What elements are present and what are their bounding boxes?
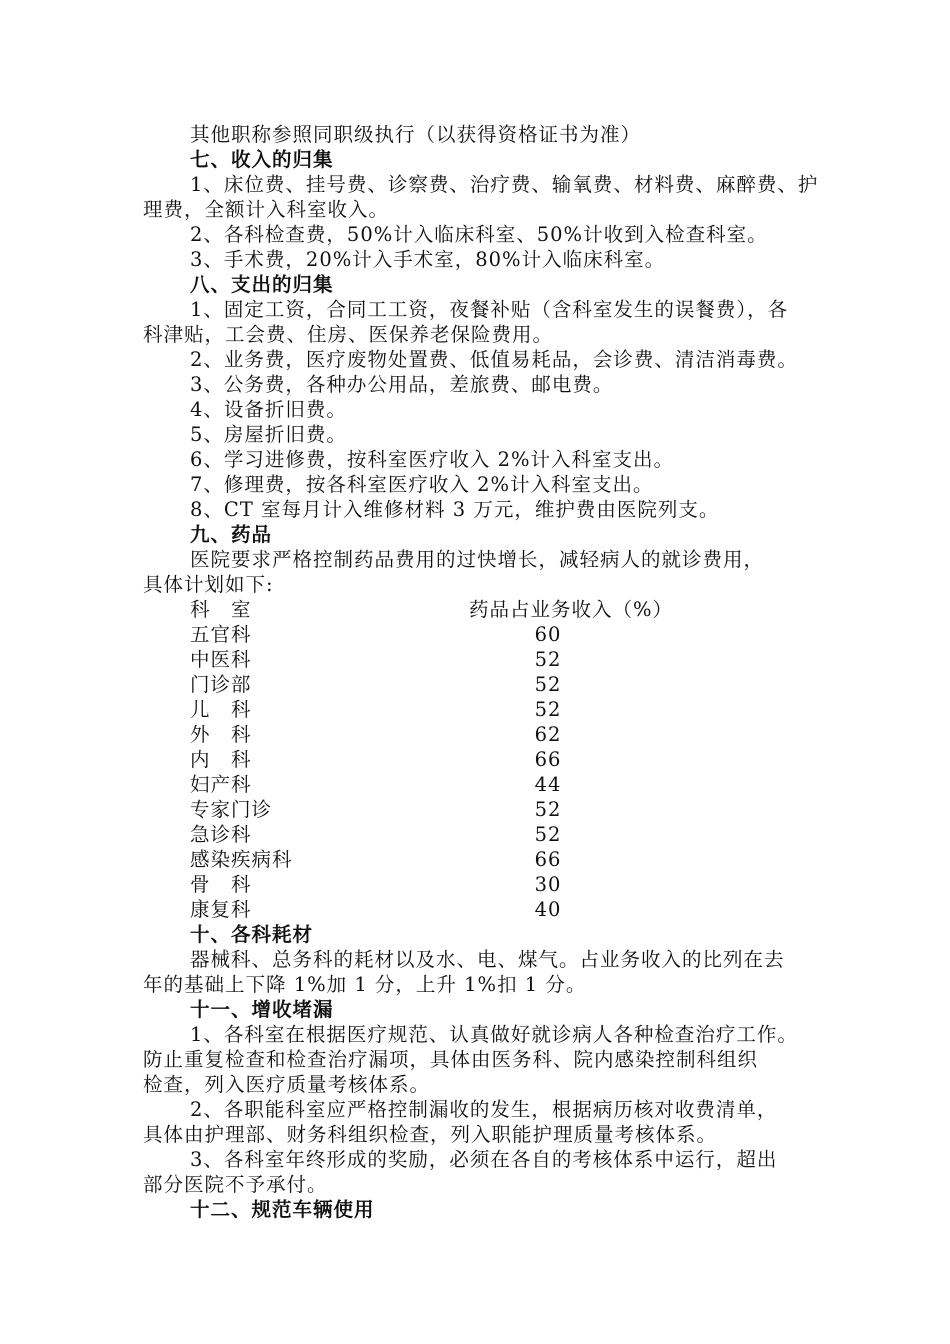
paragraph-line: 3、各科室年终形成的奖励，必须在各自的考核体系中运行，超出	[190, 1148, 778, 1171]
paragraph-line: 检查，列入医疗质量考核体系。	[143, 1073, 431, 1096]
dept-name: 五官科	[190, 623, 252, 646]
table-row	[143, 722, 813, 747]
paragraph-line: 1、固定工资，合同工工资，夜餐补贴（含科室发生的误餐费），各	[190, 298, 789, 321]
section-heading: 十、各科耗材	[190, 923, 314, 946]
dept-name: 儿 科	[190, 698, 252, 721]
paragraph-line: 具体计划如下:	[143, 573, 274, 596]
section-heading: 九、药品	[190, 523, 273, 546]
paragraph-line: 6、学习进修费，按科室医疗收入 2%计入科室支出。	[190, 448, 675, 471]
table-row	[143, 647, 813, 672]
paragraph-line: 7、修理费，按各科室医疗收入 2%计入科室支出。	[190, 473, 654, 496]
table-row	[143, 772, 813, 797]
table-row	[143, 797, 813, 822]
drug-ratio-value: 52	[534, 823, 562, 846]
dept-name: 内 科	[190, 748, 252, 771]
drug-table-body	[143, 622, 813, 922]
paragraph-line: 2、业务费，医疗废物处置费、低值易耗品，会诊费、清洁消毒费。	[190, 348, 798, 371]
dept-name: 骨 科	[190, 873, 252, 896]
dept-name: 中医科	[190, 648, 252, 671]
table-row	[143, 697, 813, 722]
drug-ratio-value: 60	[534, 623, 562, 646]
drug-ratio-value: 52	[534, 798, 562, 821]
paragraph-line: 部分医院不予承付。	[143, 1173, 328, 1196]
paragraph-line: 科津贴，工会费、住房、医保养老保险费用。	[143, 323, 554, 346]
dept-name: 专家门诊	[190, 798, 273, 821]
paragraph-line: 理费，全额计入科室收入。	[143, 198, 390, 221]
table-row	[143, 747, 813, 772]
drug-ratio-value: 52	[534, 673, 562, 696]
dept-name: 康复科	[190, 898, 252, 921]
drug-ratio-value: 44	[534, 773, 562, 796]
paragraph-line: 3、公务费，各种办公用品，差旅费、邮电费。	[190, 373, 614, 396]
text-block-bottom	[143, 922, 813, 1222]
paragraph-line: 医院要求严格控制药品费用的过快增长，减轻病人的就诊费用，	[190, 548, 765, 571]
section-heading: 八、支出的归集	[190, 273, 334, 296]
drug-ratio-value: 66	[534, 848, 562, 871]
paragraph-line: 2、各职能科室应严格控制漏收的发生，根据病历核对收费清单，	[190, 1098, 778, 1121]
paragraph-line: 1、床位费、挂号费、诊察费、治疗费、输氧费、材料费、麻醉费、护	[190, 173, 819, 196]
dept-name: 门诊部	[190, 673, 252, 696]
drug-ratio-value: 62	[534, 723, 562, 746]
dept-name: 急诊科	[190, 823, 252, 846]
table-row	[143, 897, 813, 922]
table-row	[143, 672, 813, 697]
drug-ratio-value: 66	[534, 748, 562, 771]
table-row	[143, 822, 813, 847]
table-row	[143, 847, 813, 872]
section-heading: 十二、规范车辆使用	[190, 1198, 375, 1221]
drug-ratio-value: 52	[534, 648, 562, 671]
paragraph-line: 年的基础上下降 1%加 1 分，上升 1%扣 1 分。	[143, 973, 587, 996]
table-header-dept: 科 室	[190, 598, 252, 621]
paragraph-line: 防止重复检查和检查治疗漏项，具体由医务科、院内感染控制科组织	[143, 1048, 759, 1071]
section-heading: 十一、增收堵漏	[190, 998, 334, 1021]
paragraph-line: 5、房屋折旧费。	[190, 423, 347, 446]
dept-name: 妇产科	[190, 773, 252, 796]
paragraph-line: 8、CT 室每月计入维修材料 3 万元，维护费由医院列支。	[190, 498, 720, 521]
section-heading: 七、收入的归集	[190, 148, 334, 171]
paragraph-line: 其他职称参照同职级执行（以获得资格证书为准）	[190, 123, 642, 146]
dept-name: 外 科	[190, 723, 252, 746]
paragraph-line: 器械科、总务科的耗材以及水、电、煤气。占业务收入的比列在去	[190, 948, 785, 971]
document-body	[143, 122, 819, 1222]
paragraph-line: 4、设备折旧费。	[190, 398, 347, 421]
drug-ratio-value: 40	[534, 898, 562, 921]
drug-table-header	[143, 597, 813, 622]
text-block-top	[143, 122, 819, 597]
table-header-pct: 药品占业务收入（%）	[469, 598, 674, 621]
paragraph-line: 2、各科检查费，50%计入临床科室、50%计收到入检查科室。	[190, 223, 768, 246]
table-row	[143, 872, 813, 897]
paragraph-line: 1、各科室在根据医疗规范、认真做好就诊病人各种检查治疗工作。	[190, 1023, 798, 1046]
table-row	[143, 622, 813, 647]
paragraph-line: 具体由护理部、财务科组织检查，列入职能护理质量考核体系。	[143, 1123, 718, 1146]
paragraph-line: 3、手术费，20%计入手术室，80%计入临床科室。	[190, 248, 666, 271]
drug-ratio-value: 52	[534, 698, 562, 721]
drug-ratio-value: 30	[534, 873, 562, 896]
dept-name: 感染疾病科	[190, 848, 293, 871]
